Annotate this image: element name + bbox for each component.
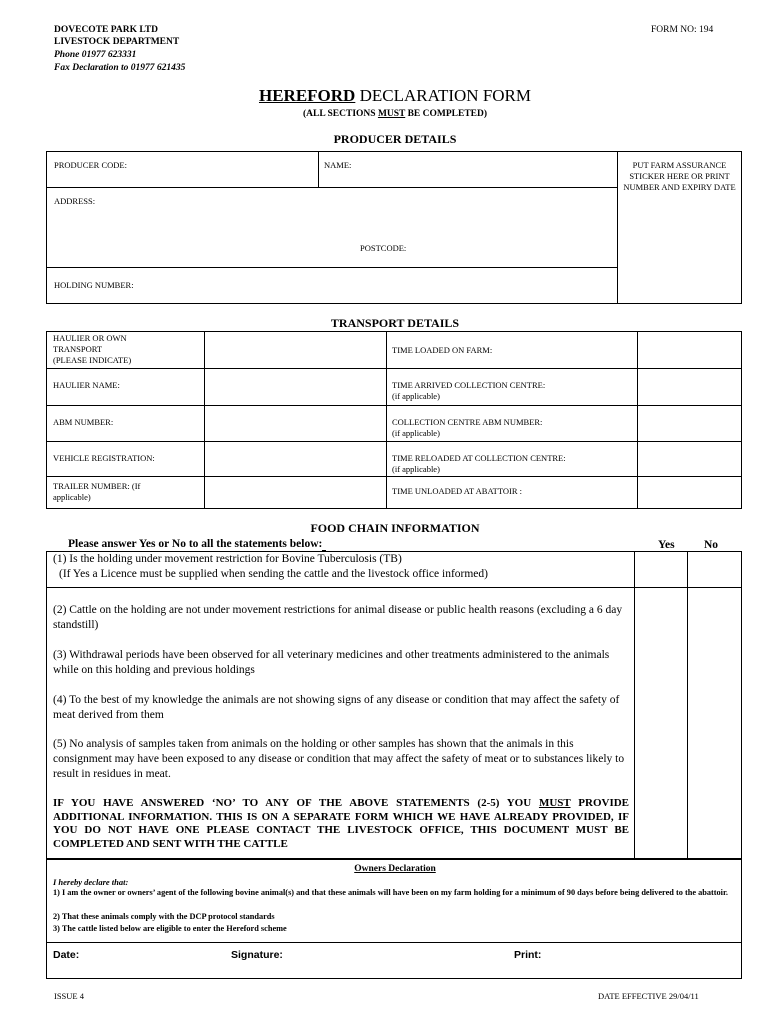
divider (46, 405, 742, 406)
divider (204, 331, 205, 509)
statement-1-no-box[interactable] (689, 553, 740, 585)
if-applicable-note: (if applicable) (392, 428, 440, 438)
signature-field[interactable] (288, 946, 508, 974)
signature-label: Signature: (231, 949, 283, 961)
phone-number: Phone 01977 623331 (54, 50, 137, 60)
statement-3: (3) Withdrawal periods have been observed for all veterinary medicines and other treatments administered to the animals while on this holding and previous holdings (53, 649, 610, 676)
statement-1-line: (1) Is the holding under movement restriction for Bovine Tuberculosis (TB) (53, 553, 402, 565)
producer-heading: PRODUCER DETAILS (333, 132, 457, 146)
time-loaded-label: TIME LOADED ON FARM: (392, 345, 493, 355)
time-arrived-label (392, 380, 545, 402)
company-name: DOVECOTE PARK LTD (54, 25, 158, 35)
time-reloaded-field[interactable] (639, 443, 740, 474)
declaration-item-3: 3) The cattle listed below are eligible to enter the Hereford scheme (53, 924, 287, 933)
vehicle-registration-field[interactable] (206, 443, 384, 474)
statement-5: (5) No analysis of samples taken from animals on the holding or other samples has shown that the animals in this consignment may have been exposed to any disease or condition that may affect the safety of meat or to substances likely to result in residues in meat. (53, 738, 625, 780)
subtitle-pre: (ALL SECTIONS (302, 109, 378, 119)
haulier-name-label: HAULIER NAME: (53, 380, 120, 390)
time-arrived-field[interactable] (639, 370, 740, 403)
instruction-text: Please answer Yes or No to all the statements below: (68, 538, 323, 550)
date-label: Date: (53, 949, 80, 961)
divider (46, 267, 617, 268)
vehicle-registration-label: VEHICLE REGISTRATION: (53, 453, 155, 463)
declaration-heading: Owners Declaration (354, 864, 436, 874)
date-field[interactable] (86, 946, 226, 974)
declaration-intro: I hereby declare that: (53, 877, 129, 887)
address-field[interactable] (110, 192, 610, 232)
divider (46, 368, 742, 369)
instruction-underline (322, 539, 326, 551)
producer-code-field[interactable] (145, 156, 315, 182)
abm-number-field[interactable] (206, 407, 384, 439)
divider (46, 942, 742, 943)
time-unloaded-label: TIME UNLOADED AT ABATTOIR : (392, 486, 523, 496)
time-arrived-text: TIME ARRIVED COLLECTION CENTRE: (392, 380, 546, 390)
divider (46, 476, 742, 477)
collection-abm-field[interactable] (639, 407, 740, 439)
trailer-line: TRAILER NUMBER: (If (53, 481, 141, 491)
no-column-header: No (704, 539, 719, 551)
food-chain-instruction (68, 537, 326, 551)
fax-number: Fax Declaration to 01977 621435 (54, 63, 186, 73)
divider (687, 551, 688, 859)
print-label: Print: (514, 949, 542, 961)
title-rest: DECLARATION FORM (355, 86, 532, 105)
divider (634, 551, 635, 859)
divider (46, 187, 617, 188)
time-reloaded-label (392, 453, 566, 475)
time-unloaded-field[interactable] (639, 478, 740, 507)
statements-2-5-yes-box[interactable] (636, 589, 685, 857)
holding-number-label: HOLDING NUMBER: (54, 280, 134, 290)
trailer-line: applicable) (53, 492, 91, 502)
if-applicable-note: (if applicable) (392, 391, 440, 401)
producer-code-label: PRODUCER CODE: (54, 160, 127, 170)
haulier-own-label (53, 333, 131, 366)
transport-heading: TRANSPORT DETAILS (330, 316, 460, 330)
abm-number-label: ABM NUMBER: (53, 417, 114, 427)
divider (386, 331, 387, 509)
trailer-number-field[interactable] (206, 478, 384, 507)
producer-name-label: NAME: (324, 160, 352, 170)
subtitle-post: BE COMPLETED) (405, 109, 488, 119)
collection-abm-text: COLLECTION CENTRE ABM NUMBER: (392, 417, 543, 427)
statement-4: (4) To the best of my knowledge the animals are not showing signs of any disease or condition that may affect the safety of meat derived from them (53, 694, 620, 721)
statement-2: (2) Cattle on the holding are not under movement restrictions for animal disease or public health reasons (excluding a 6 day standstill) (53, 604, 623, 631)
haulier-own-line: TRANSPORT (53, 344, 103, 354)
page-title (0, 86, 770, 106)
statement-1 (53, 552, 633, 582)
divider (617, 151, 618, 304)
if-applicable-note: (if applicable) (392, 464, 440, 474)
trailer-number-label (53, 481, 140, 503)
holding-number-field[interactable] (150, 272, 610, 300)
form-number: FORM NO: 194 (651, 25, 714, 35)
divider (46, 587, 742, 588)
farm-assurance-sticker-area: PUT FARM ASSURANCE STICKER HERE OR PRINT NUMBER AND EXPIRY DATE (623, 160, 736, 192)
producer-name-field[interactable] (360, 156, 610, 182)
yes-column-header: Yes (658, 539, 675, 551)
collection-abm-label (392, 417, 542, 439)
divider (46, 441, 742, 442)
divider (637, 331, 638, 509)
time-loaded-field[interactable] (639, 333, 740, 366)
warning-pre: IF YOU HAVE ANSWERED ‘NO’ TO ANY OF THE ABOVE STATEMENTS (2-5) YOU (53, 797, 539, 809)
department-name: LIVESTOCK DEPARTMENT (54, 37, 180, 47)
declaration-item-1: 1) I am the owner or owners’ agent of the following bovine animal(s) and that these animals will have been on my farm holding for a minimum of 90 days before being delivered to the abattoir. (53, 888, 728, 897)
haulier-own-line: (PLEASE INDICATE) (53, 355, 132, 365)
warning-must: MUST (538, 797, 571, 809)
declaration-item-2: 2) That these animals comply with the DCP protocol standards (53, 912, 275, 921)
statements-2-5-no-box[interactable] (689, 589, 740, 857)
haulier-name-field[interactable] (206, 370, 384, 403)
statement-1-yes-box[interactable] (636, 553, 685, 585)
postcode-label: POSTCODE: (360, 243, 407, 253)
warning-post: PROVIDE ADDITIONAL INFORMATION. THIS IS ON A SEPARATE FORM WHICH WE HAVE ALREADY PROVIDED, IF YOU DO NOT HAVE ONE PLEASE CONTACT THE LIVESTOCK OFFICE, THIS DOCUMENT MUST BE COMPLETED AND SENT WITH THE CATTLE (53, 797, 629, 850)
haulier-own-field[interactable] (206, 333, 384, 366)
date-effective: DATE EFFECTIVE 29/04/11 (598, 991, 699, 1001)
divider (318, 151, 319, 188)
address-label: ADDRESS: (54, 196, 96, 206)
warning-notice (53, 797, 629, 851)
title-bold-word: HEREFORD (258, 86, 356, 105)
postcode-field[interactable] (420, 239, 610, 261)
time-reloaded-text: TIME RELOADED AT COLLECTION CENTRE: (392, 453, 566, 463)
issue-number: ISSUE 4 (54, 991, 84, 1001)
haulier-own-line: HAULIER OR OWN (53, 333, 127, 343)
page-subtitle (0, 108, 770, 120)
statement-1-line: (If Yes a Licence must be supplied when sending the cattle and the livestock office informed) (59, 568, 488, 580)
subtitle-must: MUST (377, 109, 406, 119)
food-chain-heading: FOOD CHAIN INFORMATION (310, 521, 480, 535)
print-name-field[interactable] (550, 946, 738, 974)
